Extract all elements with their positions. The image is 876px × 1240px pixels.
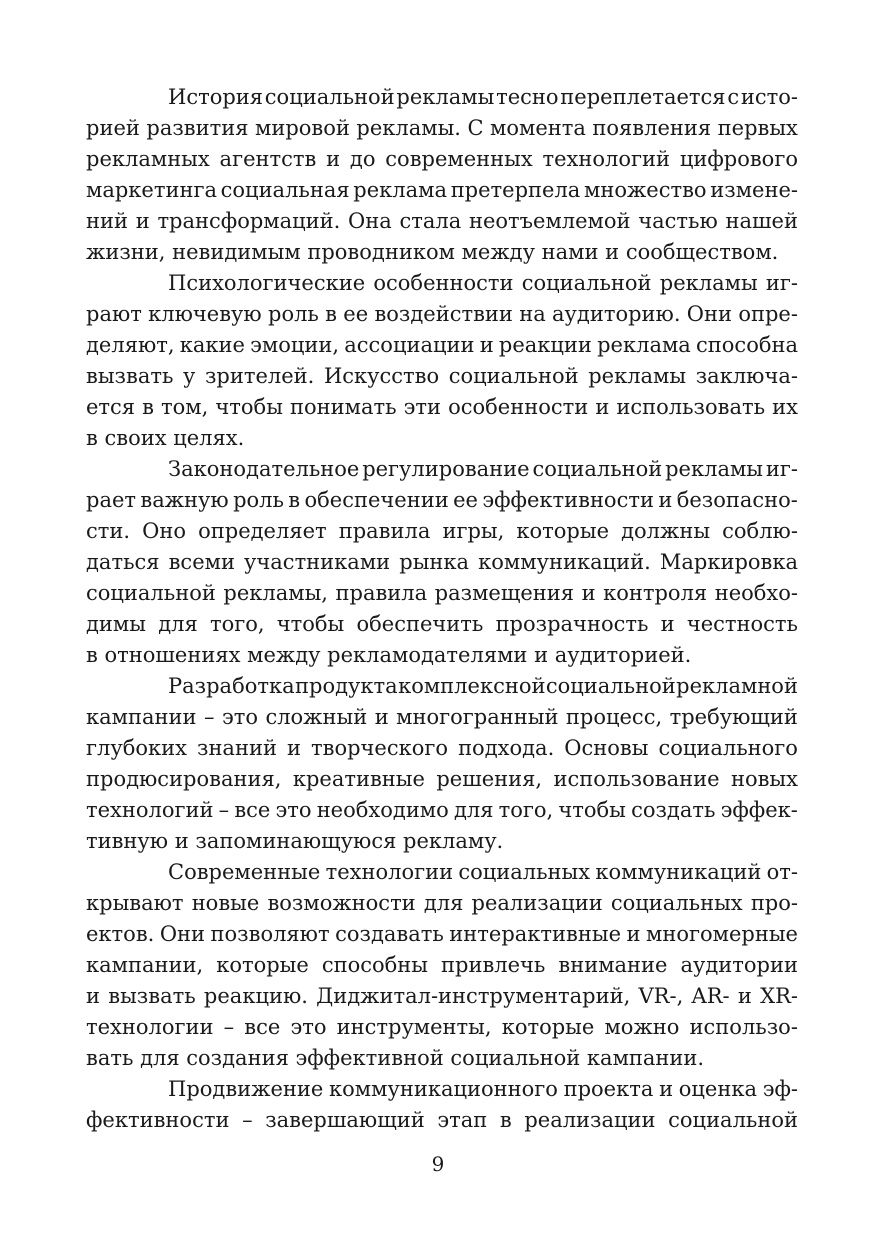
- text-line: димы для того, чтобы обеспечить прозрачность и честность: [86, 612, 798, 636]
- text-line: рией развития мировой рекламы. С момента появления первых: [86, 116, 798, 140]
- text-line: Разработка продукта комплексной социальной рекламной: [168, 674, 798, 698]
- text-line: тивную и запоминающуюся рекламу.: [86, 829, 504, 853]
- text-line: технологий – все это необходимо для того, чтобы создать эффек-: [86, 798, 798, 822]
- text-line: сти. Оно определяет правила игры, которые должны соблю-: [86, 519, 798, 543]
- body-text: [86, 82, 798, 1136]
- text-line: социальной рекламы, правила размещения и контроля необхо-: [86, 581, 798, 605]
- text-line: рает важную роль в обеспечении ее эффективности и безопасно-: [86, 488, 798, 512]
- text-line: деляют, какие эмоции, ассоциации и реакции реклама способна: [86, 333, 798, 357]
- text-line: кампании – это сложный и многогранный процесс, требующий: [86, 705, 798, 729]
- text-line: крывают новые возможности для реализации социальных про-: [86, 891, 798, 915]
- text-line: рекламных агентств и до современных технологий цифрового: [86, 147, 798, 171]
- text-line: ний и трансформаций. Она стала неотъемлемой частью нашей: [86, 209, 798, 233]
- text-line: жизни, невидимым проводником между нами и сообществом.: [86, 240, 779, 264]
- text-line: маркетинга социальная реклама претерпела множество измене-: [86, 178, 798, 202]
- text-line: продюсирования, креативные решения, использование новых: [86, 767, 798, 791]
- text-line: фективности – завершающий этап в реализации социальной: [86, 1108, 798, 1132]
- text-line: Продвижение коммуникационного проекта и оценка эф-: [168, 1077, 798, 1101]
- text-line: глубоких знаний и творческого подхода. Основы социального: [86, 736, 798, 760]
- page-number: 9: [431, 1152, 445, 1176]
- text-line: технологии – все это инструменты, которые можно использо-: [86, 1015, 798, 1039]
- text-line: и вызвать реакцию. Диджитал-инструментарий, VR-, AR- и XR-: [86, 984, 798, 1008]
- text-line: Современные технологии социальных коммуникаций от-: [168, 860, 798, 884]
- text-line: даться всеми участниками рынка коммуникаций. Маркировка: [86, 550, 798, 574]
- text-line: вать для создания эффективной социальной кампании.: [86, 1046, 705, 1070]
- text-line: История социальной рекламы тесно переплетается с исто-: [168, 85, 798, 109]
- text-line: ектов. Они позволяют создавать интерактивные и многомерные: [86, 922, 798, 946]
- text-line: в отношениях между рекламодателями и аудиторией.: [86, 643, 692, 667]
- text-line: Законодательное регулирование социальной рекламы иг-: [168, 457, 798, 481]
- text-line: в своих целях.: [86, 426, 245, 450]
- text-line: рают ключевую роль в ее воздействии на аудиторию. Они опре-: [86, 302, 798, 326]
- text-line: ется в том, чтобы понимать эти особенности и использовать их: [86, 395, 798, 419]
- text-line: Психологические особенности социальной рекламы иг-: [168, 271, 798, 295]
- text-line: вызвать у зрителей. Искусство социальной рекламы заключа-: [86, 364, 798, 388]
- text-line: кампании, которые способны привлечь внимание аудитории: [86, 953, 798, 977]
